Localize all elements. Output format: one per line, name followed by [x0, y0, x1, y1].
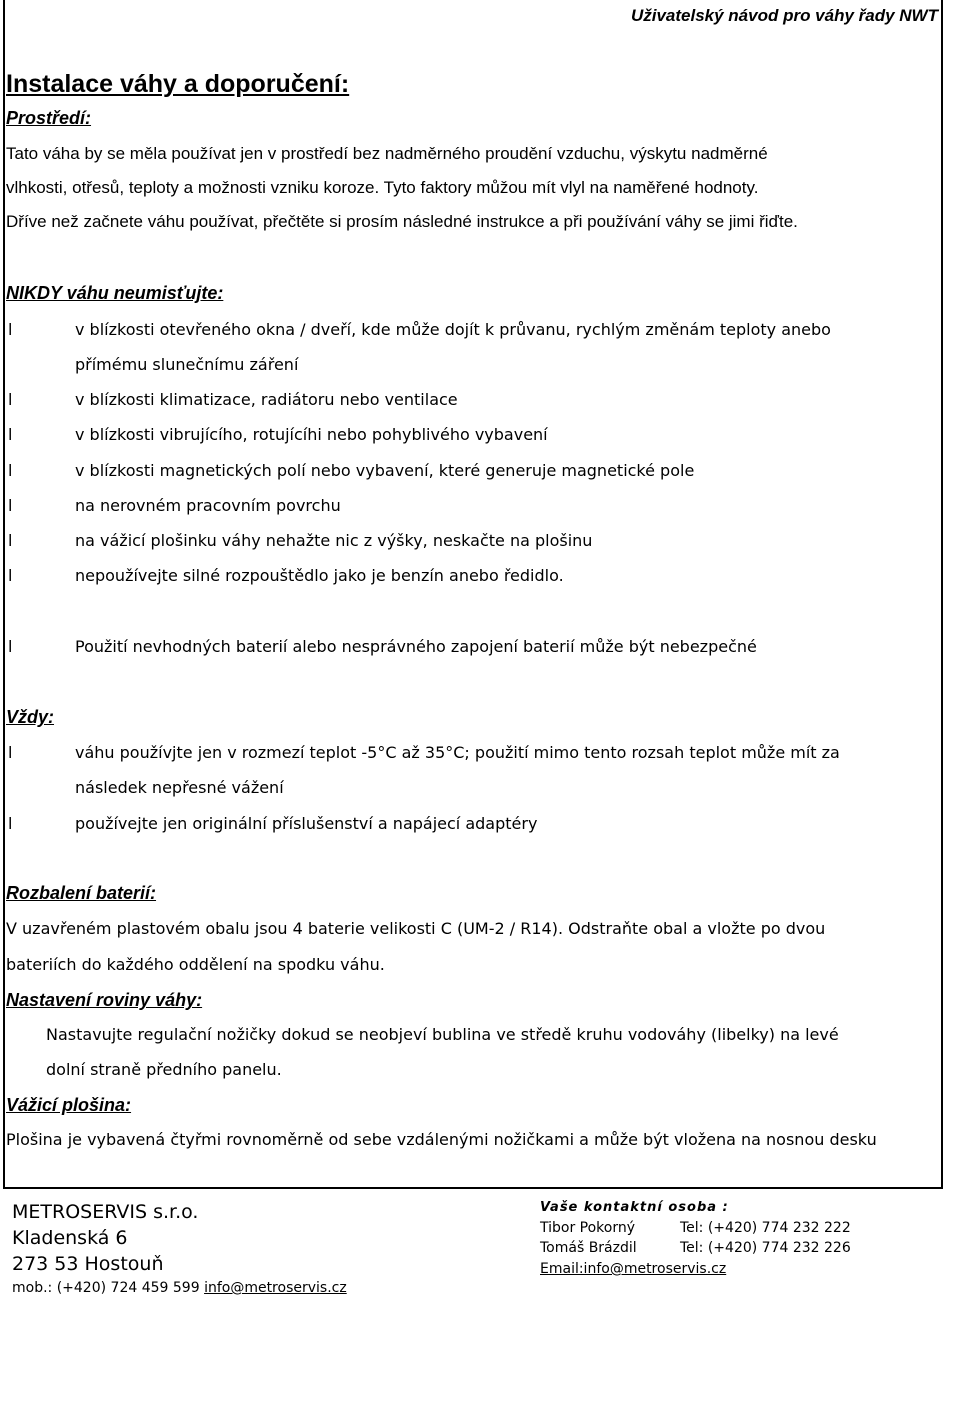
bullet: l [8, 496, 13, 515]
batteries-line-2: bateriích do každého oddělení na spodku váhu. [6, 955, 385, 974]
bullet: l [8, 320, 13, 339]
never-item-6: na vážicí plošinku váhy nehažte nic z výšky, neskačte na plošinu [75, 531, 593, 550]
leveling-line-2: dolní straně předního panelu. [46, 1060, 282, 1079]
footer-mobile [12, 1280, 347, 1296]
leveling-line-1: Nastavujte regulační nožičky dokud se neobjeví bublina ve středě kruhu vodováhy (libelky) na levé [46, 1025, 839, 1044]
always-item-1: váhu používjte jen v rozmezí teplot -5°C až 35°C; použití mimo tento rozsah teplot může mít za [75, 743, 840, 762]
never-item-2: v blízkosti klimatizace, radiátoru nebo ventilace [75, 390, 458, 409]
platform-line-1: Plošina je vybavená čtyřmi rovnoměrně od sebe vzdálenými nožičkami a může být vložena na nosnou desku [6, 1130, 877, 1149]
platform-heading: Vážicí plošina: [6, 1095, 132, 1115]
main-heading: Instalace váhy a doporučení: [6, 70, 350, 98]
always-item-1-cont: následek nepřesné vážení [75, 778, 284, 797]
batteries-heading: Rozbalení baterií: [6, 883, 157, 903]
always-heading: Vždy: [6, 707, 55, 727]
leveling-heading: Nastavení roviny váhy: [6, 990, 203, 1010]
footer-city: 273 53 Hostouň [12, 1253, 164, 1275]
environment-line-3: Dříve než začnete váhu používat, přečtěte si prosím následné instrukce a při používání váhy se jimi řiďte. [6, 212, 798, 231]
contact-name: Tomáš Brázdil [540, 1240, 637, 1256]
environment-heading: Prostředí: [6, 108, 92, 128]
never-item-1: v blízkosti otevřeného okna / dveří, kde může dojít k průvanu, rychlým změnám teploty anebo [75, 320, 831, 339]
never-item-5: na nerovném pracovním povrchu [75, 496, 341, 515]
environment-line-1: Tato váha by se měla používat jen v prostředí bez nadměrného proudění vzduchu, výskytu nadměrné [6, 144, 768, 163]
never-heading: NIKDY váhu neumisťujte: [6, 283, 224, 303]
bullet: l [8, 814, 13, 833]
environment-line-2: vlhkosti, otřesů, teploty a možnosti vzniku koroze. Tyto faktory můžou mít vlyl na naměřené hodnoty. [6, 178, 759, 197]
contact-phone: Tel: (+420) 774 232 222 [680, 1220, 851, 1236]
bullet: l [8, 461, 13, 480]
footer-company: METROSERVIS s.r.o. [12, 1201, 199, 1223]
bullet: l [8, 743, 13, 762]
contact-row [540, 1220, 851, 1236]
bullet: l [8, 566, 13, 585]
never-item-7: nepoužívejte silné rozpouštědlo jako je benzín anebo ředidlo. [75, 566, 564, 585]
bullet: l [8, 390, 13, 409]
contact-row [540, 1240, 851, 1256]
contact-name: Tibor Pokorný [540, 1220, 636, 1236]
always-item-2: používejte jen originální příslušenství a napájecí adaptéry [75, 814, 538, 833]
bullet: l [8, 425, 13, 444]
footer-email-link[interactable]: info@metroservis.cz [204, 1280, 347, 1296]
bullet: l [8, 637, 13, 656]
never-item-3: v blízkosti vibrujícího, rotujícíhi nebo pohyblivého vybavení [75, 425, 548, 444]
never-item-4: v blízkosti magnetických polí nebo vybavení, které generuje magnetické pole [75, 461, 695, 480]
bullet: l [8, 531, 13, 550]
footer-street: Kladenská 6 [12, 1227, 128, 1249]
contact-phone: Tel: (+420) 774 232 226 [680, 1240, 851, 1256]
never-item-8: Použití nevhodných baterií alebo nesprávného zapojení baterií může být nebezpečné [75, 637, 757, 656]
contact-email-link[interactable]: Email:info@metroservis.cz [540, 1261, 727, 1277]
batteries-line-1: V uzavřeném plastovém obalu jsou 4 baterie velikosti C (UM-2 / R14). Odstraňte obal a vložte po dvou [6, 919, 826, 938]
document-header-title: Uživatelský návod pro váhy řady NWT [630, 6, 938, 25]
contact-heading: Vaše kontaktní osoba : [540, 1200, 729, 1215]
footer-mobile-label: mob.: (+420) 724 459 599 [12, 1280, 205, 1296]
never-item-1-cont: přímému slunečnímu záření [75, 355, 299, 374]
